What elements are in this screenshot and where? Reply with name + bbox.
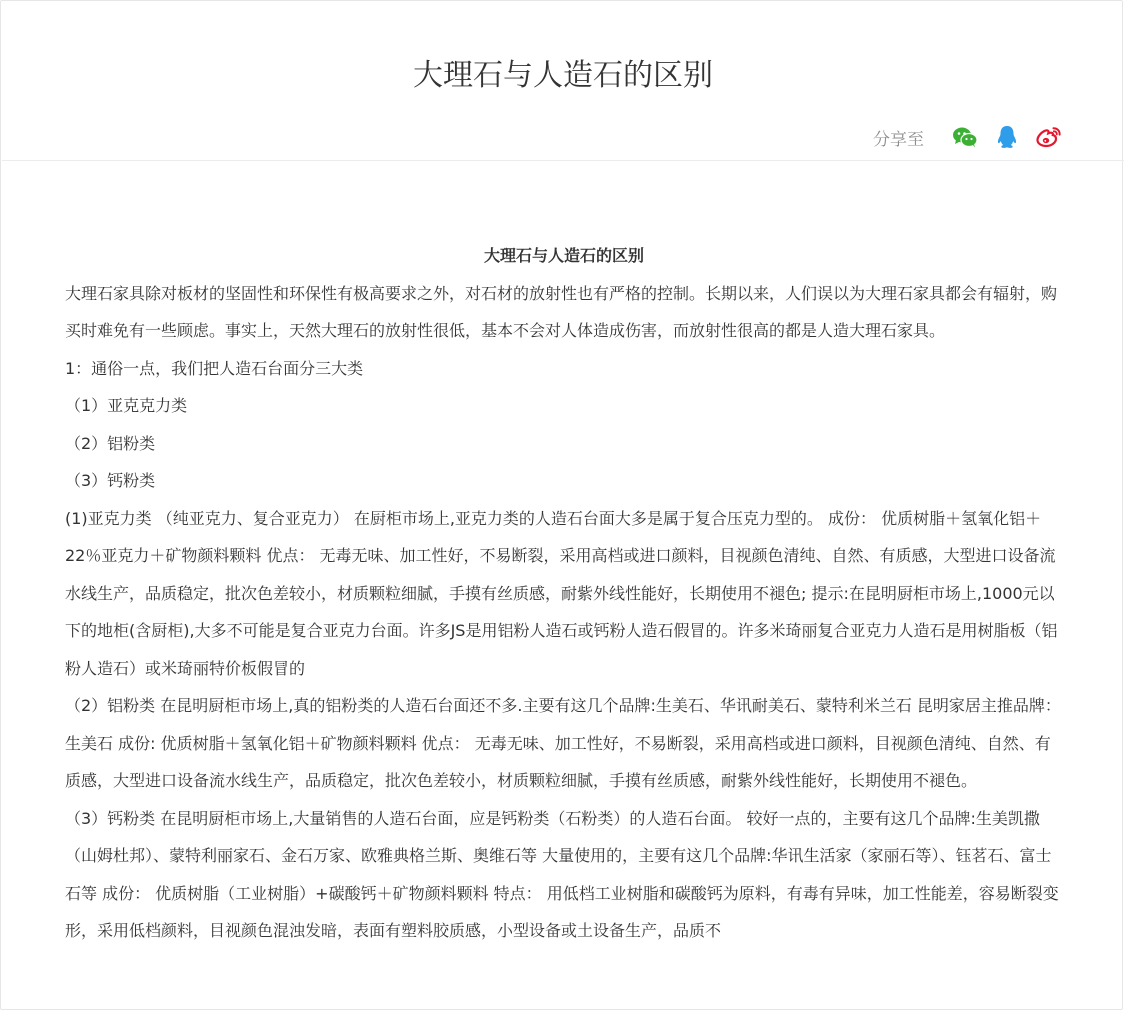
list-item-acrylic: （1）亚克克力类 xyxy=(65,396,188,415)
paragraph-aluminum: （2）铝粉类 在昆明厨柜市场上,真的铝粉类的人造石台面还不多.主要有这几个品牌:生美石、华讯耐美石、蒙特利米兰石 昆明家居主推品牌：生美石 成份: 优质树脂＋氢氧化铝＋矿物颜料颗料 优点： 无毒无味、加工性好，不易断裂，采用高档或进口颜料，目视颜色清纯、自然、有质感，大型进口设备流水线生产，品质稳定，批次色差较小，材质颗粒细腻，手摸有丝质感，耐紫外线性能好，长期使用不褪色。 xyxy=(65,696,1061,790)
share-bar xyxy=(873,122,1064,152)
weibo-icon xyxy=(1036,126,1062,148)
paragraph-calcium: （3）钙粉类 在昆明厨柜市场上,大量销售的人造石台面，应是钙粉类（石粉类）的人造石台面。 较好一点的，主要有这几个品牌:生美凯撒（山姆杜邦）、蒙特利丽家石、金石万家、欧雅典格兰斯、奥维石等 大量使用的，主要有这几个品牌:华讯生活家（家丽石等）、钰茗石、富士石等 成份： 优质树脂（工业树脂）+碳酸钙＋矿物颜料颗料 特点： 用低档工业树脂和碳酸钙为原料，有毒有异味，加工性能差，容易断裂变形，采用低档颜料，目视颜色混浊发暗，表面有塑料胶质感，小型设备或土设备生产，品质不 xyxy=(65,808,1059,940)
paragraph-acrylic: (1)亚克力类 （纯亚克力、复合亚克力） 在厨柜市场上,亚克力类的人造石台面大多是属于复合压克力型的。 成份： 优质树脂＋氢氧化铝＋22％亚克力＋矿物颜料颗料 优点： 无毒无味、加工性好，不易断裂，采用高档或进口颜料，目视颜色清纯、自然、有质感，大型进口设备流水线生产，品质稳定，批次色差较小，材质颗粒细腻，手摸有丝质感，耐紫外线性能好，长期使用不褪色; 提示:在昆明厨柜市场上,1000元以下的地柜(含厨柜),大多不可能是复合亚克力台面。许多JS是用铝粉人造石或钙粉人造石假冒的。许多米琦丽复合亚克力人造石是用树脂板（铝粉人造石）或米琦丽特价板假冒的 xyxy=(65,508,1058,678)
qq-icon xyxy=(996,125,1018,149)
list-item-aluminum: （2）铝粉类 xyxy=(65,433,156,453)
paragraph-categories: 1：通俗一点，我们把人造石台面分三大类 xyxy=(65,358,364,378)
share-qq-button[interactable] xyxy=(992,122,1022,152)
share-label: 分享至 xyxy=(873,129,924,150)
article-body xyxy=(65,237,1063,950)
page-title: 大理石与人造石的区别 xyxy=(413,58,713,93)
share-weibo-button[interactable] xyxy=(1034,122,1064,152)
list-item-calcium: （3）钙粉类 xyxy=(65,471,156,490)
article-heading: 大理石与人造石的区别 xyxy=(483,246,644,265)
share-wechat-button[interactable] xyxy=(950,122,980,152)
paragraph-intro: 大理石家具除对板材的坚固性和环保性有极高要求之外，对石材的放射性也有严格的控制。长期以来，人们误以为大理石家具都会有辐射，购买时难免有一些顾虑。事实上，天然大理石的放射性很低，基本不会对人体造成伤害，而放射性很高的都是人造大理石家具。 xyxy=(65,283,1058,340)
article-header xyxy=(2,2,1124,161)
wechat-icon xyxy=(952,126,978,148)
